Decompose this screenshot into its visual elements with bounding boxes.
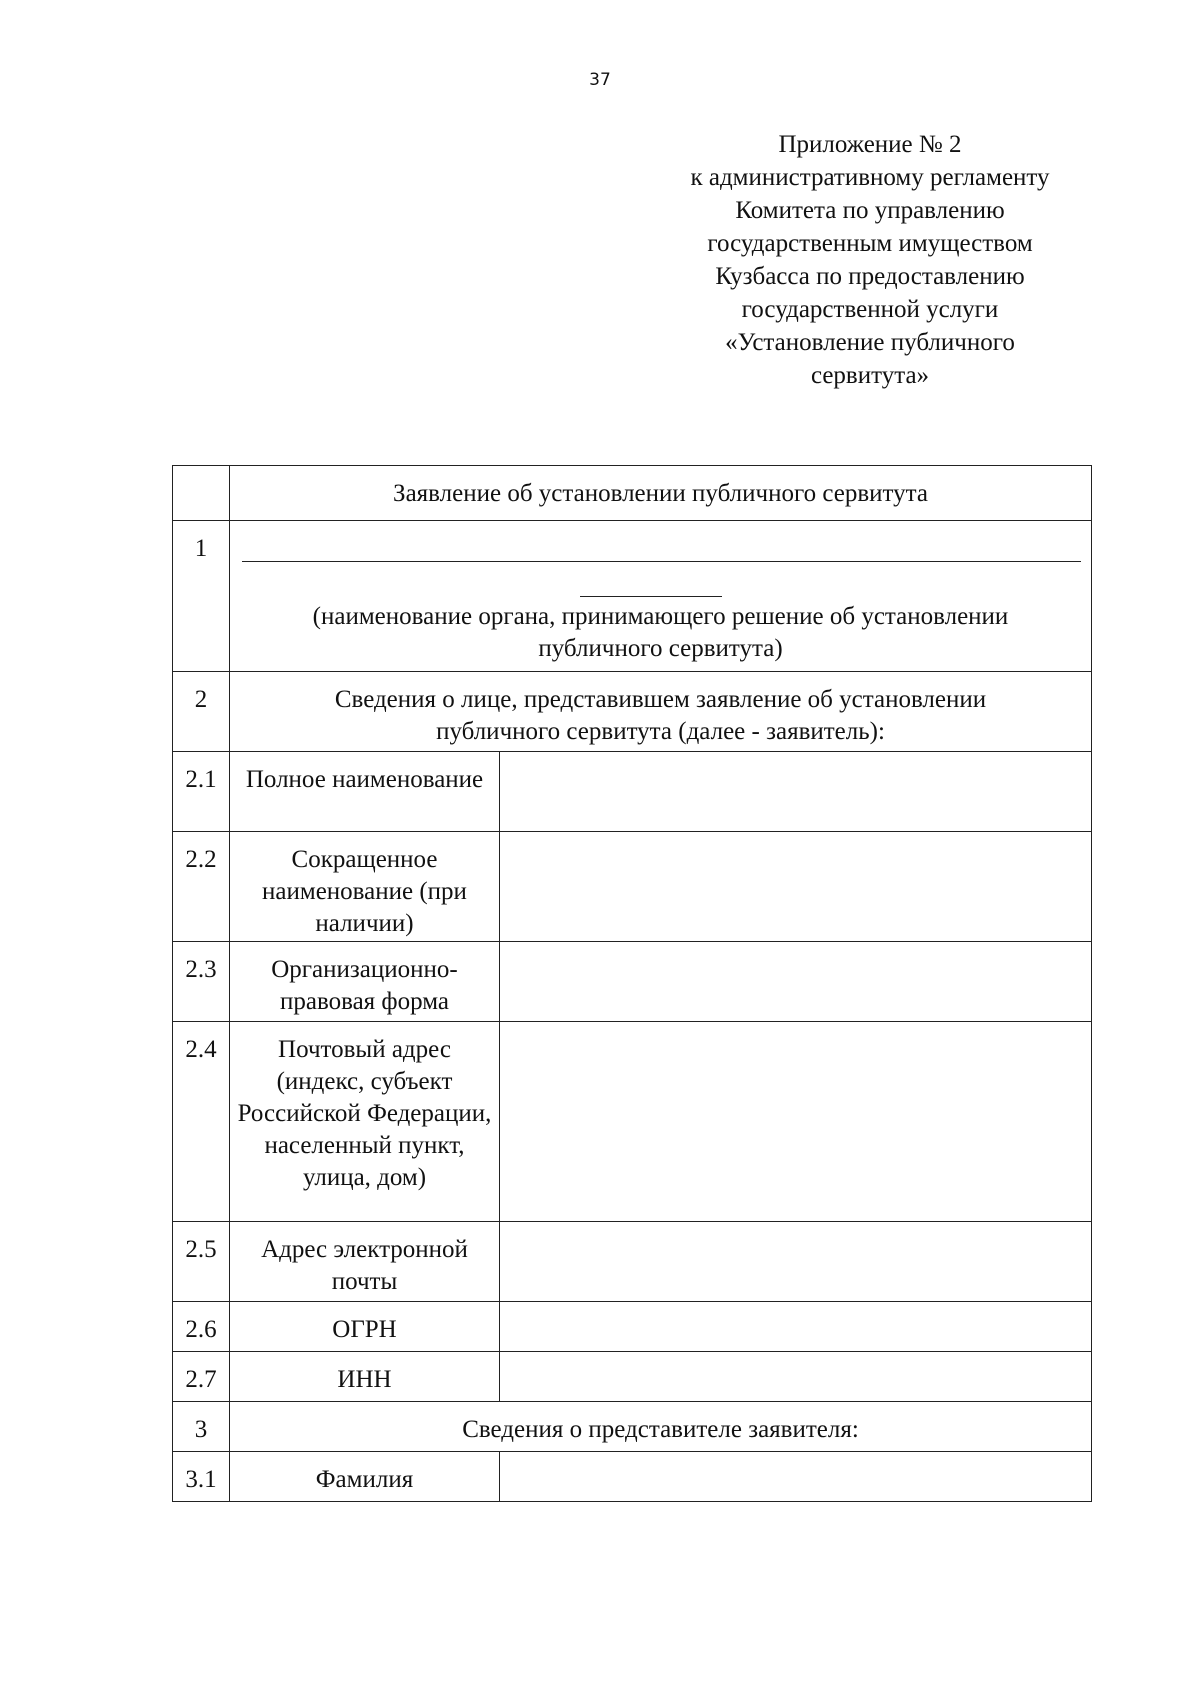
appendix-line: государственным имуществом (707, 230, 1033, 257)
ogrn-field[interactable] (500, 1302, 1092, 1352)
field-label: Полное наименование (230, 752, 500, 832)
appendix-line: Комитета по управлению (735, 197, 1005, 224)
table-row (173, 1352, 1092, 1402)
appendix-line: сервитута» (810, 362, 930, 389)
appendix-line: государственной услуги (741, 296, 999, 323)
fill-line (242, 561, 1081, 562)
row-number: 3.1 (173, 1452, 230, 1502)
table-row (173, 1452, 1092, 1502)
field-label: Сокращенное наименование (при наличии) (230, 832, 500, 942)
row-number: 2.2 (173, 832, 230, 942)
field-label: Организационно-правовая форма (230, 942, 500, 1022)
row-number: 2.4 (173, 1022, 230, 1222)
row-number: 2.5 (173, 1222, 230, 1302)
surname-field[interactable] (500, 1452, 1092, 1502)
appendix-header (660, 128, 1080, 392)
form-title: Заявление об установлении публичного сервитута (230, 466, 1092, 521)
row-number: 2.1 (173, 752, 230, 832)
field-label: ОГРН (230, 1302, 500, 1352)
postal-address-field[interactable] (500, 1022, 1092, 1222)
applicant-section-row (173, 672, 1092, 752)
row-number: 2 (173, 672, 230, 752)
legal-form-field[interactable] (500, 942, 1092, 1022)
short-name-field[interactable] (500, 832, 1092, 942)
organ-caption (230, 601, 1091, 665)
organ-row (173, 521, 1092, 672)
table-row (173, 1022, 1092, 1222)
table-row (173, 1222, 1092, 1302)
page-number: 37 (589, 70, 611, 90)
section-line: Сведения о лице, представившем заявление об установлении (334, 686, 987, 713)
email-field[interactable] (500, 1222, 1092, 1302)
representative-section-title: Сведения о представителе заявителя: (230, 1402, 1092, 1452)
table-row (173, 942, 1092, 1022)
field-label: ИНН (230, 1352, 500, 1402)
organ-name-field[interactable] (230, 521, 1092, 672)
appendix-line: Приложение № 2 (778, 131, 962, 158)
row-number: 2.6 (173, 1302, 230, 1352)
row-number: 2.3 (173, 942, 230, 1022)
table-row (173, 832, 1092, 942)
table-row (173, 752, 1092, 832)
form-title-row (173, 466, 1092, 521)
section-line: публичного сервитута (далее - заявитель): (436, 718, 885, 745)
appendix-line: к административному регламенту (690, 164, 1050, 191)
fill-line-short (580, 596, 722, 597)
table-row (173, 1302, 1092, 1352)
field-label: Фамилия (230, 1452, 500, 1502)
empty-num-cell (173, 466, 230, 521)
caption-line: (наименование органа, принимающего решение об установлении (312, 603, 1009, 630)
row-number: 2.7 (173, 1352, 230, 1402)
application-form-table (172, 465, 1092, 1502)
appendix-line: «Установление публичного (725, 329, 1015, 356)
row-number: 1 (173, 521, 230, 672)
full-name-field[interactable] (500, 752, 1092, 832)
appendix-line: Кузбасса по предоставлению (715, 263, 1025, 290)
applicant-section-title (230, 672, 1092, 752)
field-label: Адрес электронной почты (230, 1222, 500, 1302)
row-number: 3 (173, 1402, 230, 1452)
caption-line: публичного сервитута) (538, 635, 783, 662)
inn-field[interactable] (500, 1352, 1092, 1402)
field-label: Почтовый адрес (индекс, субъект Российской Федерации, населенный пункт, улица, дом) (230, 1022, 500, 1222)
representative-section-row (173, 1402, 1092, 1452)
